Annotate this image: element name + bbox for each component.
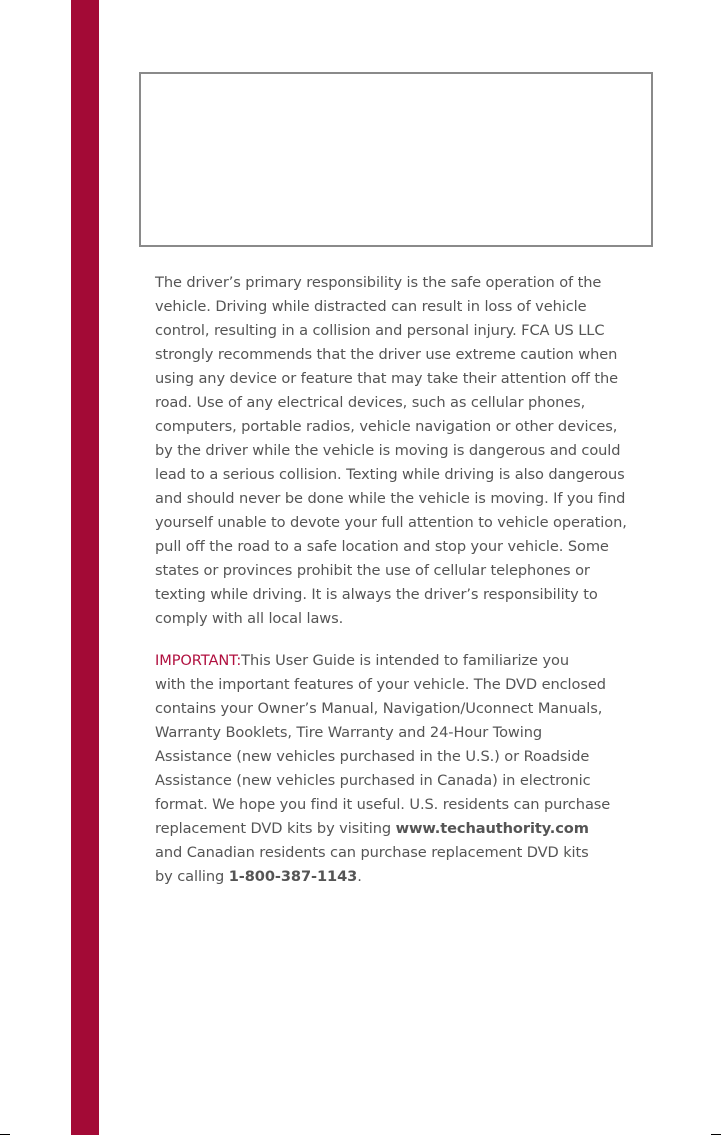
paragraph-line: control, resulting in a collision and personal injury. FCA US LLC	[155, 322, 605, 339]
paragraph-line: format. We hope you find it useful. U.S. residents can purchase	[155, 796, 611, 813]
phone-line-prefix: by calling	[155, 868, 229, 885]
important-label: IMPORTANT:	[155, 652, 242, 669]
paragraph-line: with the important features of your vehicle. The DVD enclosed	[155, 676, 606, 693]
phone-line-suffix: .	[357, 868, 362, 885]
paragraph-line: yourself unable to devote your full attention to vehicle operation,	[155, 514, 627, 531]
paragraph-line: lead to a serious collision. Texting while driving is also dangerous	[155, 466, 625, 483]
paragraph-line: Assistance (new vehicles purchased in the U.S.) or Roadside	[155, 748, 590, 765]
paragraph-line: vehicle. Driving while distracted can result in loss of vehicle	[155, 298, 587, 315]
paragraph-line: using any device or feature that may take their attention off the	[155, 370, 619, 387]
paragraph-line: and should never be done while the vehicle is moving. If you find	[155, 490, 626, 507]
link-line-prefix: replacement DVD kits by visiting	[155, 820, 396, 837]
paragraph-line: texting while driving. It is always the driver’s responsibility to	[155, 586, 598, 603]
paragraph-line: and Canadian residents can purchase replacement DVD kits	[155, 844, 589, 861]
paragraph-line: computers, portable radios, vehicle navigation or other devices,	[155, 418, 618, 435]
blank-notice-box	[139, 72, 653, 247]
paragraph-line: states or provinces prohibit the use of cellular telephones or	[155, 562, 590, 579]
paragraph-line: strongly recommends that the driver use extreme caution when	[155, 346, 618, 363]
paragraph-line	[155, 817, 635, 841]
paragraph-line	[155, 865, 635, 889]
paragraph-line: Assistance (new vehicles purchased in Canada) in electronic	[155, 772, 591, 789]
techauthority-link[interactable]: www.techauthority.com	[395, 820, 589, 837]
phone-number: 1-800-387-1143	[228, 868, 358, 885]
paragraph-line: The driver’s primary responsibility is the safe operation of the	[155, 274, 602, 291]
paragraph-line: pull off the road to a safe location and stop your vehicle. Some	[155, 538, 609, 555]
paragraph-line: Warranty Booklets, Tire Warranty and 24-Hour Towing	[155, 724, 543, 741]
safety-paragraph	[155, 271, 635, 631]
paragraph-line: contains your Owner’s Manual, Navigation/Uconnect Manuals,	[155, 700, 603, 717]
important-line-text: This User Guide is intended to familiarize you	[241, 652, 569, 669]
paragraph-line: road. Use of any electrical devices, such as cellular phones,	[155, 394, 586, 411]
paragraph-line	[155, 649, 635, 673]
paragraph-line: by the driver while the vehicle is moving is dangerous and could	[155, 442, 621, 459]
paragraph-line: comply with all local laws.	[155, 610, 344, 627]
accent-side-bar	[71, 0, 99, 1135]
important-paragraph	[155, 649, 635, 889]
